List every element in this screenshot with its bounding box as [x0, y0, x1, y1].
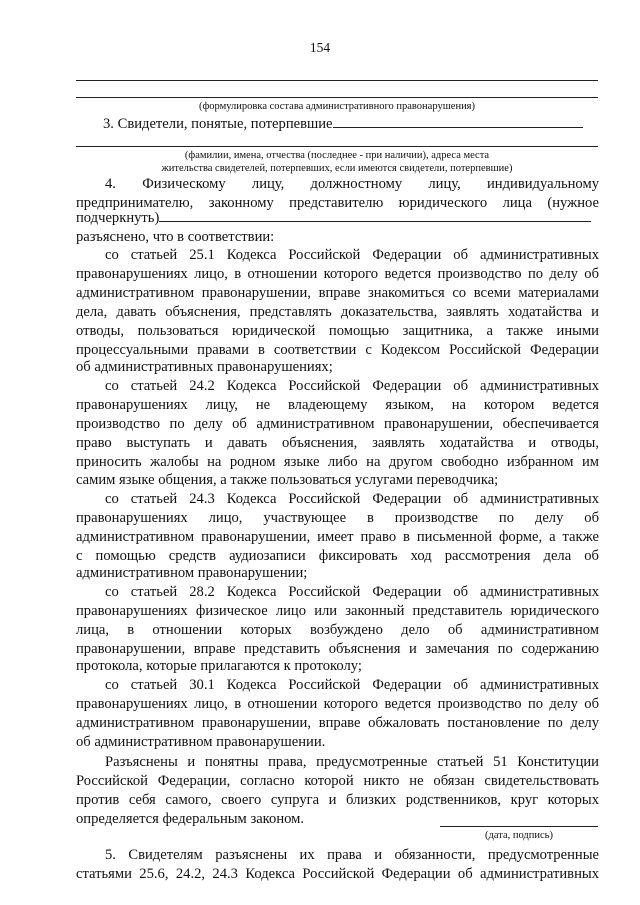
item-5-line-2: статьями 25.6, 24.2, 24.3 Кодекса Российской Федерации об административных	[76, 866, 599, 882]
caption-signature: (дата, подпись)	[485, 830, 553, 841]
text-line: со статьей 30.1 Кодекса Российской Федерации об административных	[105, 677, 599, 693]
text-line: правонарушениях физическое лицо или законный представитель юридического	[76, 603, 599, 619]
text-line: определяется федеральным законом.	[76, 811, 305, 827]
text-line: подчеркнуть)	[76, 210, 160, 226]
witnesses-blank	[333, 115, 583, 128]
text-line: правонарушениях лицо, в отношении которого ведется производство по делу об	[76, 696, 599, 712]
text-line: со статьей 24.2 Кодекса Российской Федерации об административных	[105, 378, 599, 394]
text-line: правонарушениях лицо, в отношении которого ведется производство по делу об	[76, 266, 599, 282]
text-line: право выступать и давать объяснения, заявлять ходатайства и отводы,	[76, 435, 599, 451]
text-line: против себя самого, своего супруга и близких родственников, круг которых	[76, 792, 599, 808]
text-line: лица, в отношении которых возбуждено дело об административном	[76, 622, 599, 638]
text-line: с помощью средств аудиозаписи фиксировать ход рассмотрения дела об	[76, 548, 599, 564]
text-line: приносить жалобы на родном языке либо на другом свободно избранном им	[76, 454, 599, 470]
text-line: об административном правонарушении.	[76, 734, 326, 750]
text-line: административном правонарушении, вправе знакомиться со всеми материалами	[76, 285, 599, 301]
caption-witnesses-1: (фамилии, имена, отчества (последнее - при наличии), адреса места	[184, 150, 490, 161]
signature-line	[440, 826, 598, 827]
item-5-line-1: 5. Свидетелям разъяснены их права и обязанности, предусмотренные	[105, 847, 599, 863]
blank-line-offense-2	[76, 97, 598, 98]
caption-witnesses-2: жительства свидетелей, потерпевших, если имеются свидетели, потерпевшие)	[161, 163, 513, 174]
text-line: со статьей 25.1 Кодекса Российской Федерации об административных	[105, 247, 599, 263]
text-line: об административных правонарушениях;	[76, 359, 333, 375]
text-line: со статьей 28.2 Кодекса Российской Федерации об административных	[105, 584, 599, 600]
text-line: дела, давать объяснения, представлять доказательства, заявлять ходатайства и	[76, 304, 599, 320]
text-line: разъяснено, что в соответствии:	[76, 229, 275, 245]
page-number: 154	[309, 40, 331, 55]
text-line: Разъяснены и понятны права, предусмотренные статьей 51 Конституции	[105, 754, 599, 770]
text-line: правонарушениях лицо, участвующее в производстве по делу об	[76, 510, 599, 526]
text-line: производство по делу об административном правонарушении, обеспечивается	[76, 416, 599, 432]
text-line-with-blank	[76, 209, 591, 228]
text-line: процессуальными правами в соответствии с Кодексом Российской Федерации	[76, 342, 599, 358]
text-line: со статьей 24.3 Кодекса Российской Федерации об административных	[105, 491, 599, 507]
text-line: административном правонарушении;	[76, 565, 308, 581]
blank-line-witnesses	[76, 146, 598, 147]
text-line: правонарушении, вправе представить объяснения и замечания по содержанию	[76, 641, 599, 657]
text-line: административном правонарушении, имеет право в письменной форме, а также	[76, 529, 599, 545]
item-3-label: 3. Свидетели, понятые, потерпевшие	[103, 116, 333, 132]
text-line: протокола, которые прилагаются к протоколу;	[76, 658, 362, 674]
text-line: самим языке общения, а также пользоваться услугами переводчика;	[76, 472, 499, 488]
text-line: предпринимателю, законному представителю юридического лица (нужное	[76, 195, 599, 211]
text-line: правонарушениях лицу, не владеющему языком, на котором ведется	[76, 397, 599, 413]
text-line: Российской Федерации, согласно которой никто не обязан свидетельствовать	[76, 773, 599, 789]
item-3-witnesses	[103, 115, 583, 134]
text-line: административном правонарушении, вправе обжаловать постановление по делу	[76, 715, 599, 731]
caption-offense: (формулировка состава административного правонарушения)	[198, 101, 476, 112]
text-line: отводы, пользоваться юридической помощью защитника, а также иными	[76, 323, 599, 339]
text-line: 4. Физическому лицу, должностному лицу, индивидуальному	[105, 176, 599, 192]
person-blank	[159, 209, 591, 222]
blank-line-offense-1	[76, 80, 598, 81]
